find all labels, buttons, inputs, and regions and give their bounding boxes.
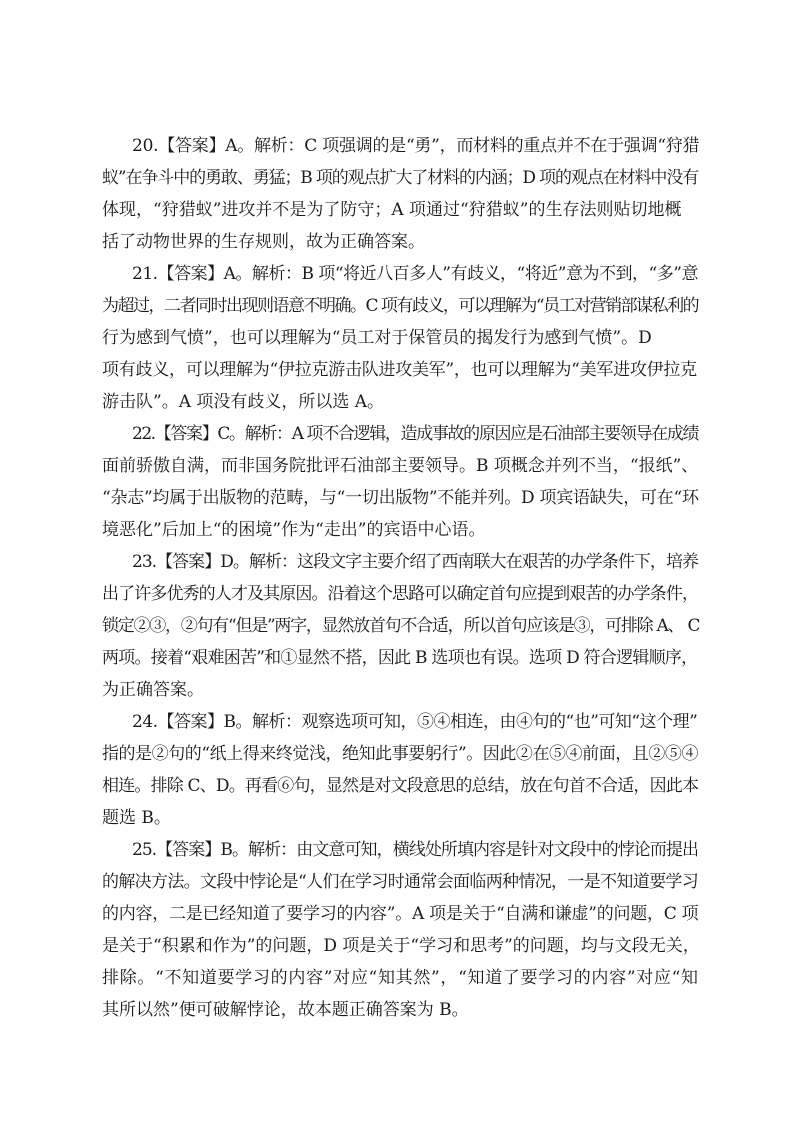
paragraph-line: 21.【答案】A。解析：B 项“将近八百多人”有歧义，“将近”意为不到，“多”意 — [132, 264, 698, 284]
paragraph-line: 锁定②③，②句有“但是”两字，显然放首句不合适，所以首句应该是③，可排除 A、 C — [102, 616, 700, 636]
paragraph-line: 行为感到气愤”，也可以理解为“员工对于保管员的揭发行为感到气愤”。D — [102, 328, 652, 348]
paragraph-line: 境恶化”后加上“的困境”作为“走出”的宾语中心语。 — [102, 520, 486, 540]
paragraph-line: 24.【答案】B。解析：观察选项可知，⑤④相连，由④句的“也”可知“这个理” — [132, 712, 698, 732]
paragraph-line: 22.【答案】C。解析：A 项不合逻辑，造成事故的原因应是石油部主要领导在成绩 — [132, 424, 698, 444]
paragraph-line: 其所以然”便可破解悖论，故本题正确答案为 B。 — [102, 1000, 469, 1020]
paragraph-line: 23.【答案】D。解析：这段文字主要介绍了西南联大在艰苦的办学条件下，培养 — [132, 552, 698, 572]
paragraph-line: 排除。“不知道要学习的内容”对应“知其然”，“知道了要学习的内容”对应“知 — [102, 968, 698, 988]
paragraph-line: 题选 B。 — [102, 808, 171, 828]
paragraph-line: 为正确答案。 — [102, 680, 204, 700]
paragraph-line: 20.【答案】A。解析：C 项强调的是“勇”，而材料的重点并不在于强调“狩猎 — [132, 136, 700, 156]
paragraph-line: 为超过，二者同时出现则语意不明确。C 项有歧义，可以理解为“员工对营销部谋私利的 — [102, 296, 699, 316]
paragraph-line: 蚁”在争斗中的勇敢、勇猛；B 项的观点扩大了材料的内涵；D 项的观点在材料中没有 — [102, 168, 698, 188]
paragraph-line: 项有歧义，可以理解为“伊拉克游击队进攻美军”，也可以理解为“美军进攻伊拉克 — [102, 360, 697, 380]
paragraph-line: “杂志”均属于出版物的范畴，与“一切出版物”不能并列。D 项宾语缺失，可在“环 — [102, 488, 699, 508]
paragraph-line: 的内容，二是已经知道了要学习的内容”。A 项是关于“自满和谦虚”的问题，C 项 — [102, 904, 699, 924]
paragraph-line: 两项。接着“艰难困苦”和①显然不搭，因此 B 选项也有误。选项 D 符合逻辑顺序， — [102, 648, 698, 668]
paragraph-line: 游击队”。A 项没有歧义，所以选 A。 — [102, 392, 385, 412]
paragraph-line: 的解决方法。文段中悖论是“人们在学习时通常会面临两种情况，一是不知道要学习 — [102, 872, 698, 892]
paragraph-line: 指的是②句的“纸上得来终觉浅，绝知此事要躬行”。因此②在⑤④前面，且②⑤④ — [102, 744, 698, 764]
paragraph-line: 面前骄傲自满，而非国务院批评石油部主要领导。B 项概念并列不当，“报纸”、 — [102, 456, 699, 476]
paragraph-line: 出了许多优秀的人才及其原因。沿着这个思路可以确定首句应提到艰苦的办学条件， — [102, 584, 698, 604]
paragraph-line: 体现，“狩猎蚁”进攻并不是为了防守；A 项通过“狩猎蚁”的生存法则贴切地概 — [102, 200, 682, 220]
paragraph-line: 相连。排除 C、D。再看⑥句，显然是对文段意思的总结，放在句首不合适，因此本 — [102, 776, 698, 796]
paragraph-line: 括了动物世界的生存规则，故为正确答案。 — [102, 232, 425, 252]
paragraph-line: 25.【答案】B。解析：由文意可知，横线处所填内容是针对文段中的悖论而提出 — [132, 840, 698, 860]
paragraph-line: 是关于“积累和作为”的问题，D 项是关于“学习和思考”的问题，均与文段无关， — [102, 936, 700, 956]
